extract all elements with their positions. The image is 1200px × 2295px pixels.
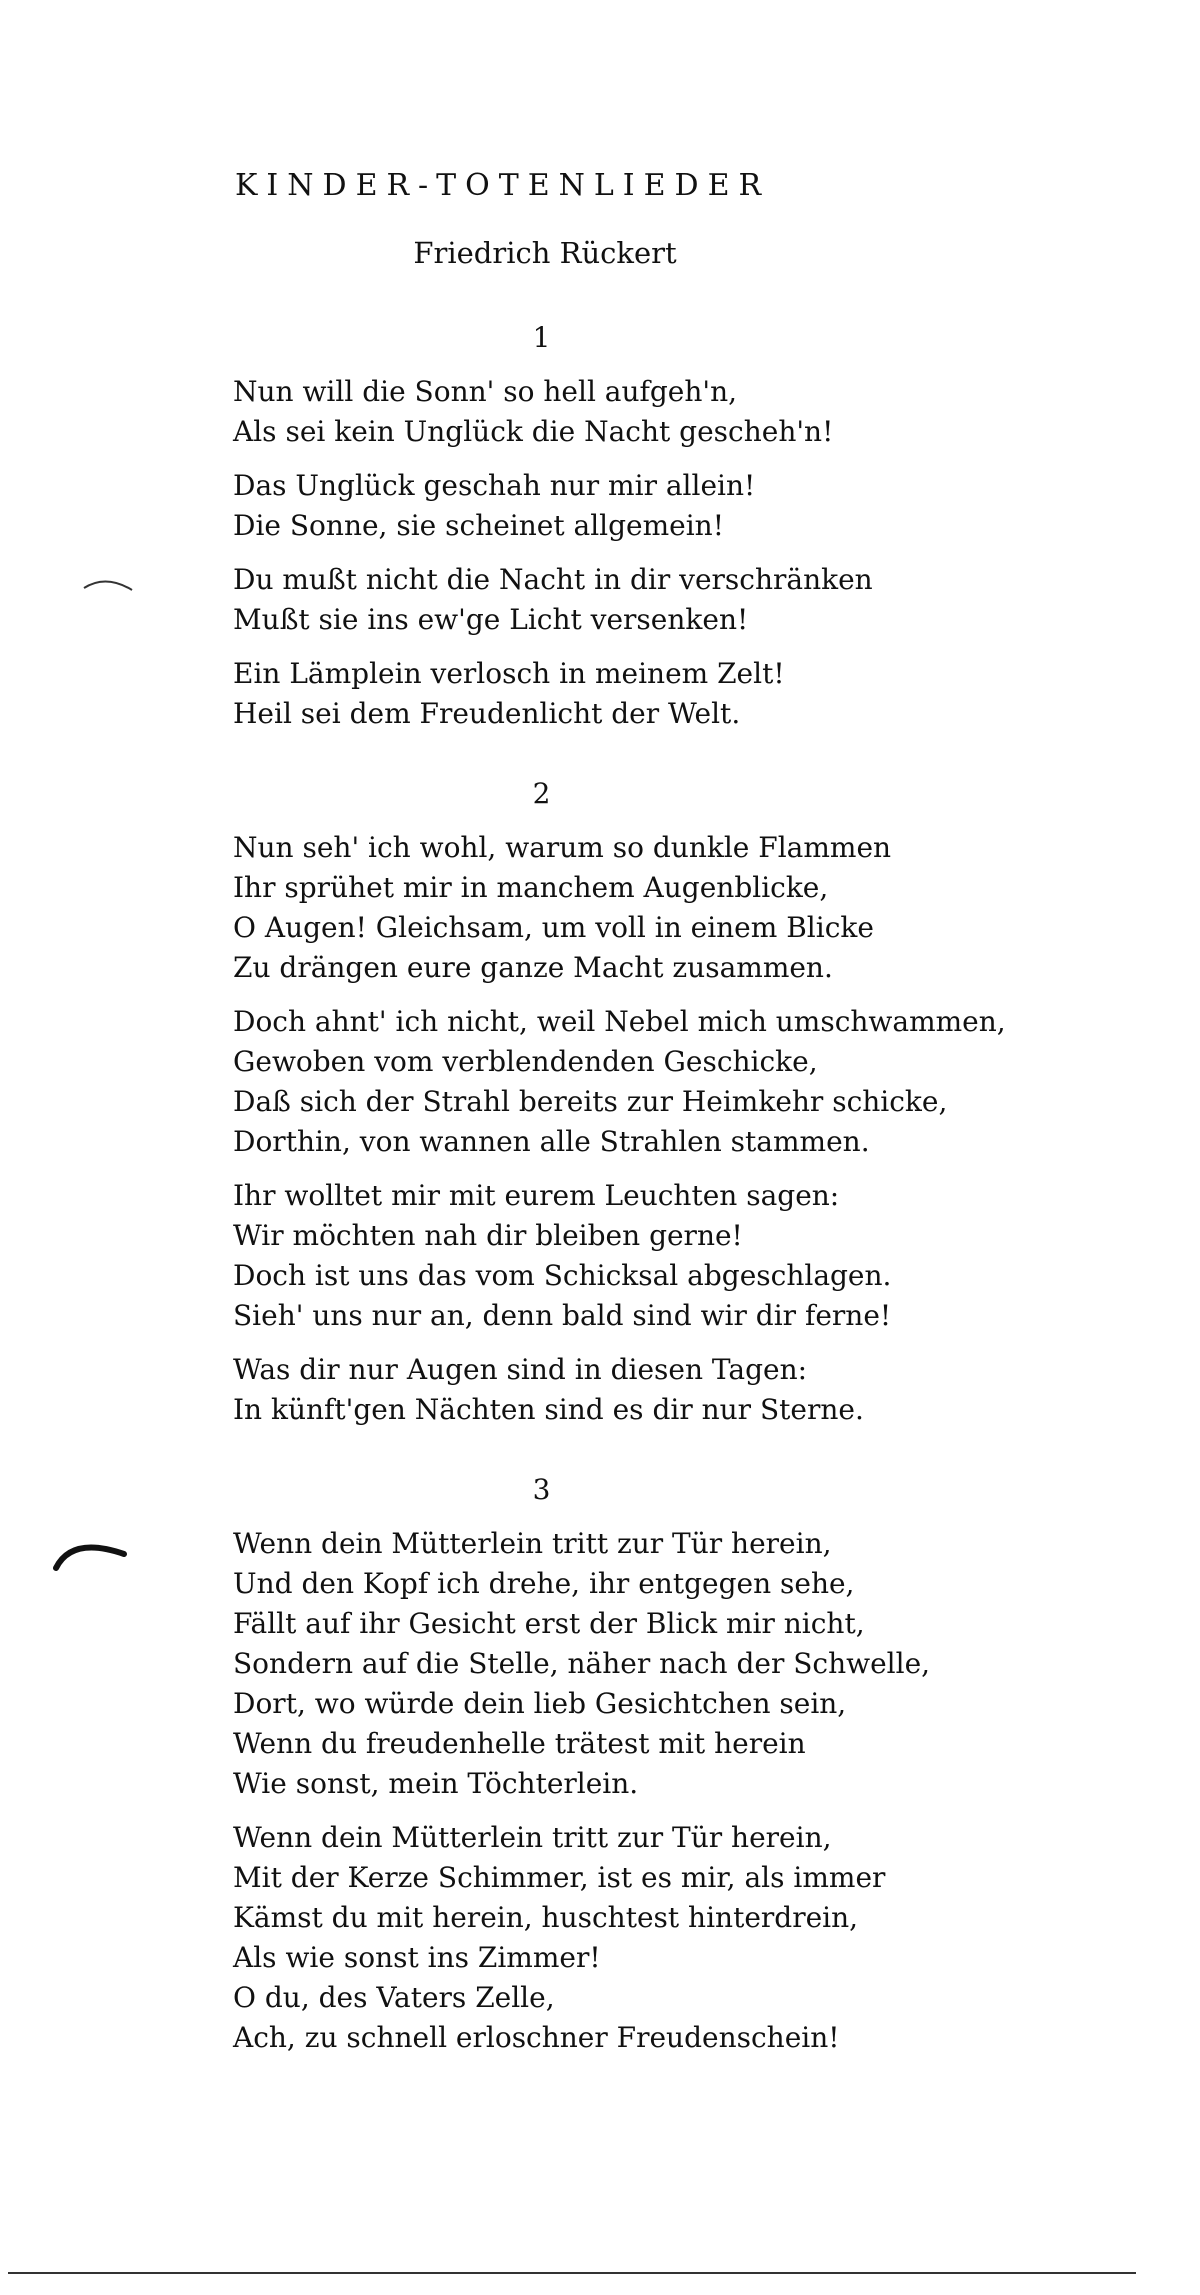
- verse-line: Dort, wo würde dein lieb Gesichtchen sein,: [233, 1687, 847, 1720]
- verse-line: Fällt auf ihr Gesicht erst der Blick mir nicht,: [233, 1607, 865, 1640]
- verse-line: Die Sonne, sie scheinet allgemein!: [233, 509, 724, 542]
- verse-line: Mit der Kerze Schimmer, ist es mir, als immer: [233, 1861, 886, 1894]
- verse-line: O Augen! Gleichsam, um voll in einem Blicke: [233, 911, 874, 944]
- stanza: [233, 1176, 1133, 1336]
- verse-line: Wenn du freudenhelle trätest mit herein: [233, 1727, 806, 1760]
- verse-line: In künft'gen Nächten sind es dir nur Sterne.: [233, 1393, 864, 1426]
- verse-line: Nun seh' ich wohl, warum so dunkle Flammen: [233, 831, 892, 864]
- poem-section: [233, 1470, 1133, 2058]
- verse-line: Ihr sprühet mir in manchem Augenblicke,: [233, 871, 829, 904]
- author-name: Friedrich Rückert: [413, 236, 677, 270]
- section-number: 1: [532, 321, 551, 354]
- verse-line: Zu drängen eure ganze Macht zusammen.: [233, 951, 833, 984]
- verse-line: Und den Kopf ich drehe, ihr entgegen sehe,: [233, 1567, 855, 1600]
- verse-line: Sieh' uns nur an, denn bald sind wir dir ferne!: [233, 1299, 892, 1332]
- stanza: [233, 1524, 1133, 1804]
- verse-line: Nun will die Sonn' so hell aufgeh'n,: [233, 375, 738, 408]
- stanza: [233, 560, 1133, 640]
- stanza: [233, 654, 1133, 734]
- verse-line: Wir möchten nah dir bleiben gerne!: [233, 1219, 743, 1252]
- verse-line: Doch ist uns das vom Schicksal abgeschlagen.: [233, 1259, 892, 1292]
- margin-mark-small: [80, 572, 140, 594]
- verse-line: Das Unglück geschah nur mir allein!: [233, 469, 756, 502]
- verse-line: Du mußt nicht die Nacht in dir verschränken: [233, 563, 873, 596]
- verse-line: Doch ahnt' ich nicht, weil Nebel mich umschwammen,: [233, 1005, 1006, 1038]
- verse-line: Ein Lämplein verlosch in meinem Zelt!: [233, 657, 785, 690]
- section-number: 3: [532, 1473, 551, 1506]
- stanza: [233, 828, 1133, 988]
- stanza: [233, 372, 1133, 452]
- poem-section: [233, 774, 1133, 1430]
- footer-rule: [8, 2272, 1136, 2274]
- verse-line: Dorthin, von wannen alle Strahlen stammen.: [233, 1125, 870, 1158]
- verse-line: Heil sei dem Freudenlicht der Welt.: [233, 697, 741, 730]
- verse-line: Daß sich der Strahl bereits zur Heimkehr schicke,: [233, 1085, 948, 1118]
- verse-line: Sondern auf die Stelle, näher nach der Schwelle,: [233, 1647, 931, 1680]
- poem-cycle-title: KINDER-TOTENLIEDER: [235, 168, 771, 203]
- poem-body: [233, 318, 1133, 2058]
- verse-line: Ach, zu schnell erloschner Freudenschein!: [233, 2021, 840, 2054]
- verse-line: Wenn dein Mütterlein tritt zur Tür herein,: [233, 1527, 832, 1560]
- poem-section: [233, 318, 1133, 734]
- stanza: [233, 1350, 1133, 1430]
- verse-line: Als wie sonst ins Zimmer!: [233, 1941, 601, 1974]
- verse-line: Gewoben vom verblendenden Geschicke,: [233, 1045, 818, 1078]
- stanza: [233, 1818, 1133, 2058]
- verse-line: Wenn dein Mütterlein tritt zur Tür herein,: [233, 1821, 832, 1854]
- verse-line: Was dir nur Augen sind in diesen Tagen:: [233, 1353, 808, 1386]
- verse-line: Mußt sie ins ew'ge Licht versenken!: [233, 603, 749, 636]
- section-number: 2: [532, 777, 551, 810]
- margin-mark-arc: [50, 1528, 130, 1574]
- stanza: [233, 1002, 1133, 1162]
- verse-line: O du, des Vaters Zelle,: [233, 1981, 555, 2014]
- stanza: [233, 466, 1133, 546]
- verse-line: Als sei kein Unglück die Nacht gescheh'n!: [233, 415, 834, 448]
- verse-line: Ihr wolltet mir mit eurem Leuchten sagen:: [233, 1179, 840, 1212]
- verse-line: Kämst du mit herein, huschtest hinterdrein,: [233, 1901, 859, 1934]
- verse-line: Wie sonst, mein Töchterlein.: [233, 1767, 639, 1800]
